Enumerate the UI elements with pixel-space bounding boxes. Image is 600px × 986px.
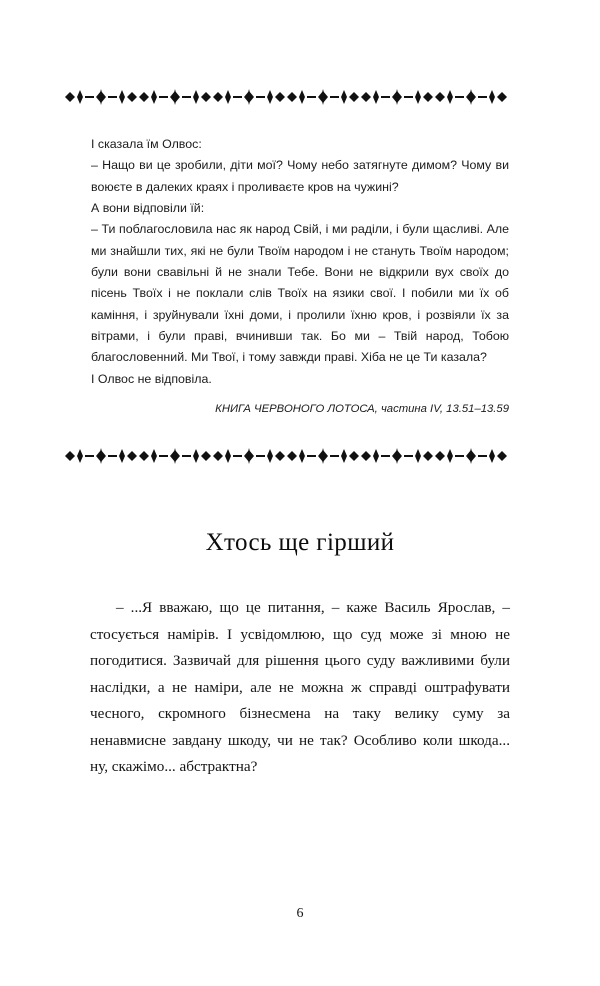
book-page (0, 86, 600, 986)
epigraph-block (91, 134, 509, 419)
epigraph-line: І сказала їм Олвос: (91, 137, 202, 151)
body-paragraph: – ...Я вважаю, що це питання, – каже Василь Ярослав, – стосується намірів. І усвідомлюю, що суд може зі мною не погодитися. Зазвичай для рішення цього суду важливими були наслідки, а не наміри, але не можна ж справді оштрафувати чесного, скромного бізнесмена на таку велику суму за ненавмисне завдану шкоду, чи не так? Особливо коли шкода... ну, скажімо... абстрактна? (90, 599, 510, 776)
chapter-title: Хтось ще гірший (205, 529, 395, 557)
epigraph-source: КНИГА ЧЕРВОНОГО ЛОТОСА, частина IV, 13.51–13.59 (215, 402, 509, 415)
decorative-divider-bottom (65, 445, 535, 467)
epigraph-line: – Нащо ви це зробили, діти мої? Чому небо затягнуте димом? Чому ви воюєте в далеких краях і проливаєте кров на чужині? (91, 158, 509, 194)
page-number: 6 (296, 906, 304, 921)
epigraph-line: А вони відповіли їй: (91, 200, 205, 215)
chapter-body (90, 595, 510, 780)
decorative-divider-top (65, 86, 535, 108)
epigraph-line: І Олвос не відповіла. (91, 371, 212, 386)
epigraph-line: – Ти поблагословила нас як народ Свій, і ми раділи, і були щасливі. Але ми знайшли тих, які не були Твоїм народом і не стануть Твоїм народом; були вони свавільні й не знали Тебе. Вони не відкрили вух своїх до пісень Твоїх і не поклали слів Твоїх на язики свої. І побили ми їх об каміння, і зруйнували їхні доми, і пролили їхню кров, і розвіяли їх за вітрами, і були праві, вчинивши так. Бо ми – Твій народ, Тобою благословенний. Ми Твої, і тому завжди праві. Хіба не це Ти казала? (91, 222, 509, 365)
